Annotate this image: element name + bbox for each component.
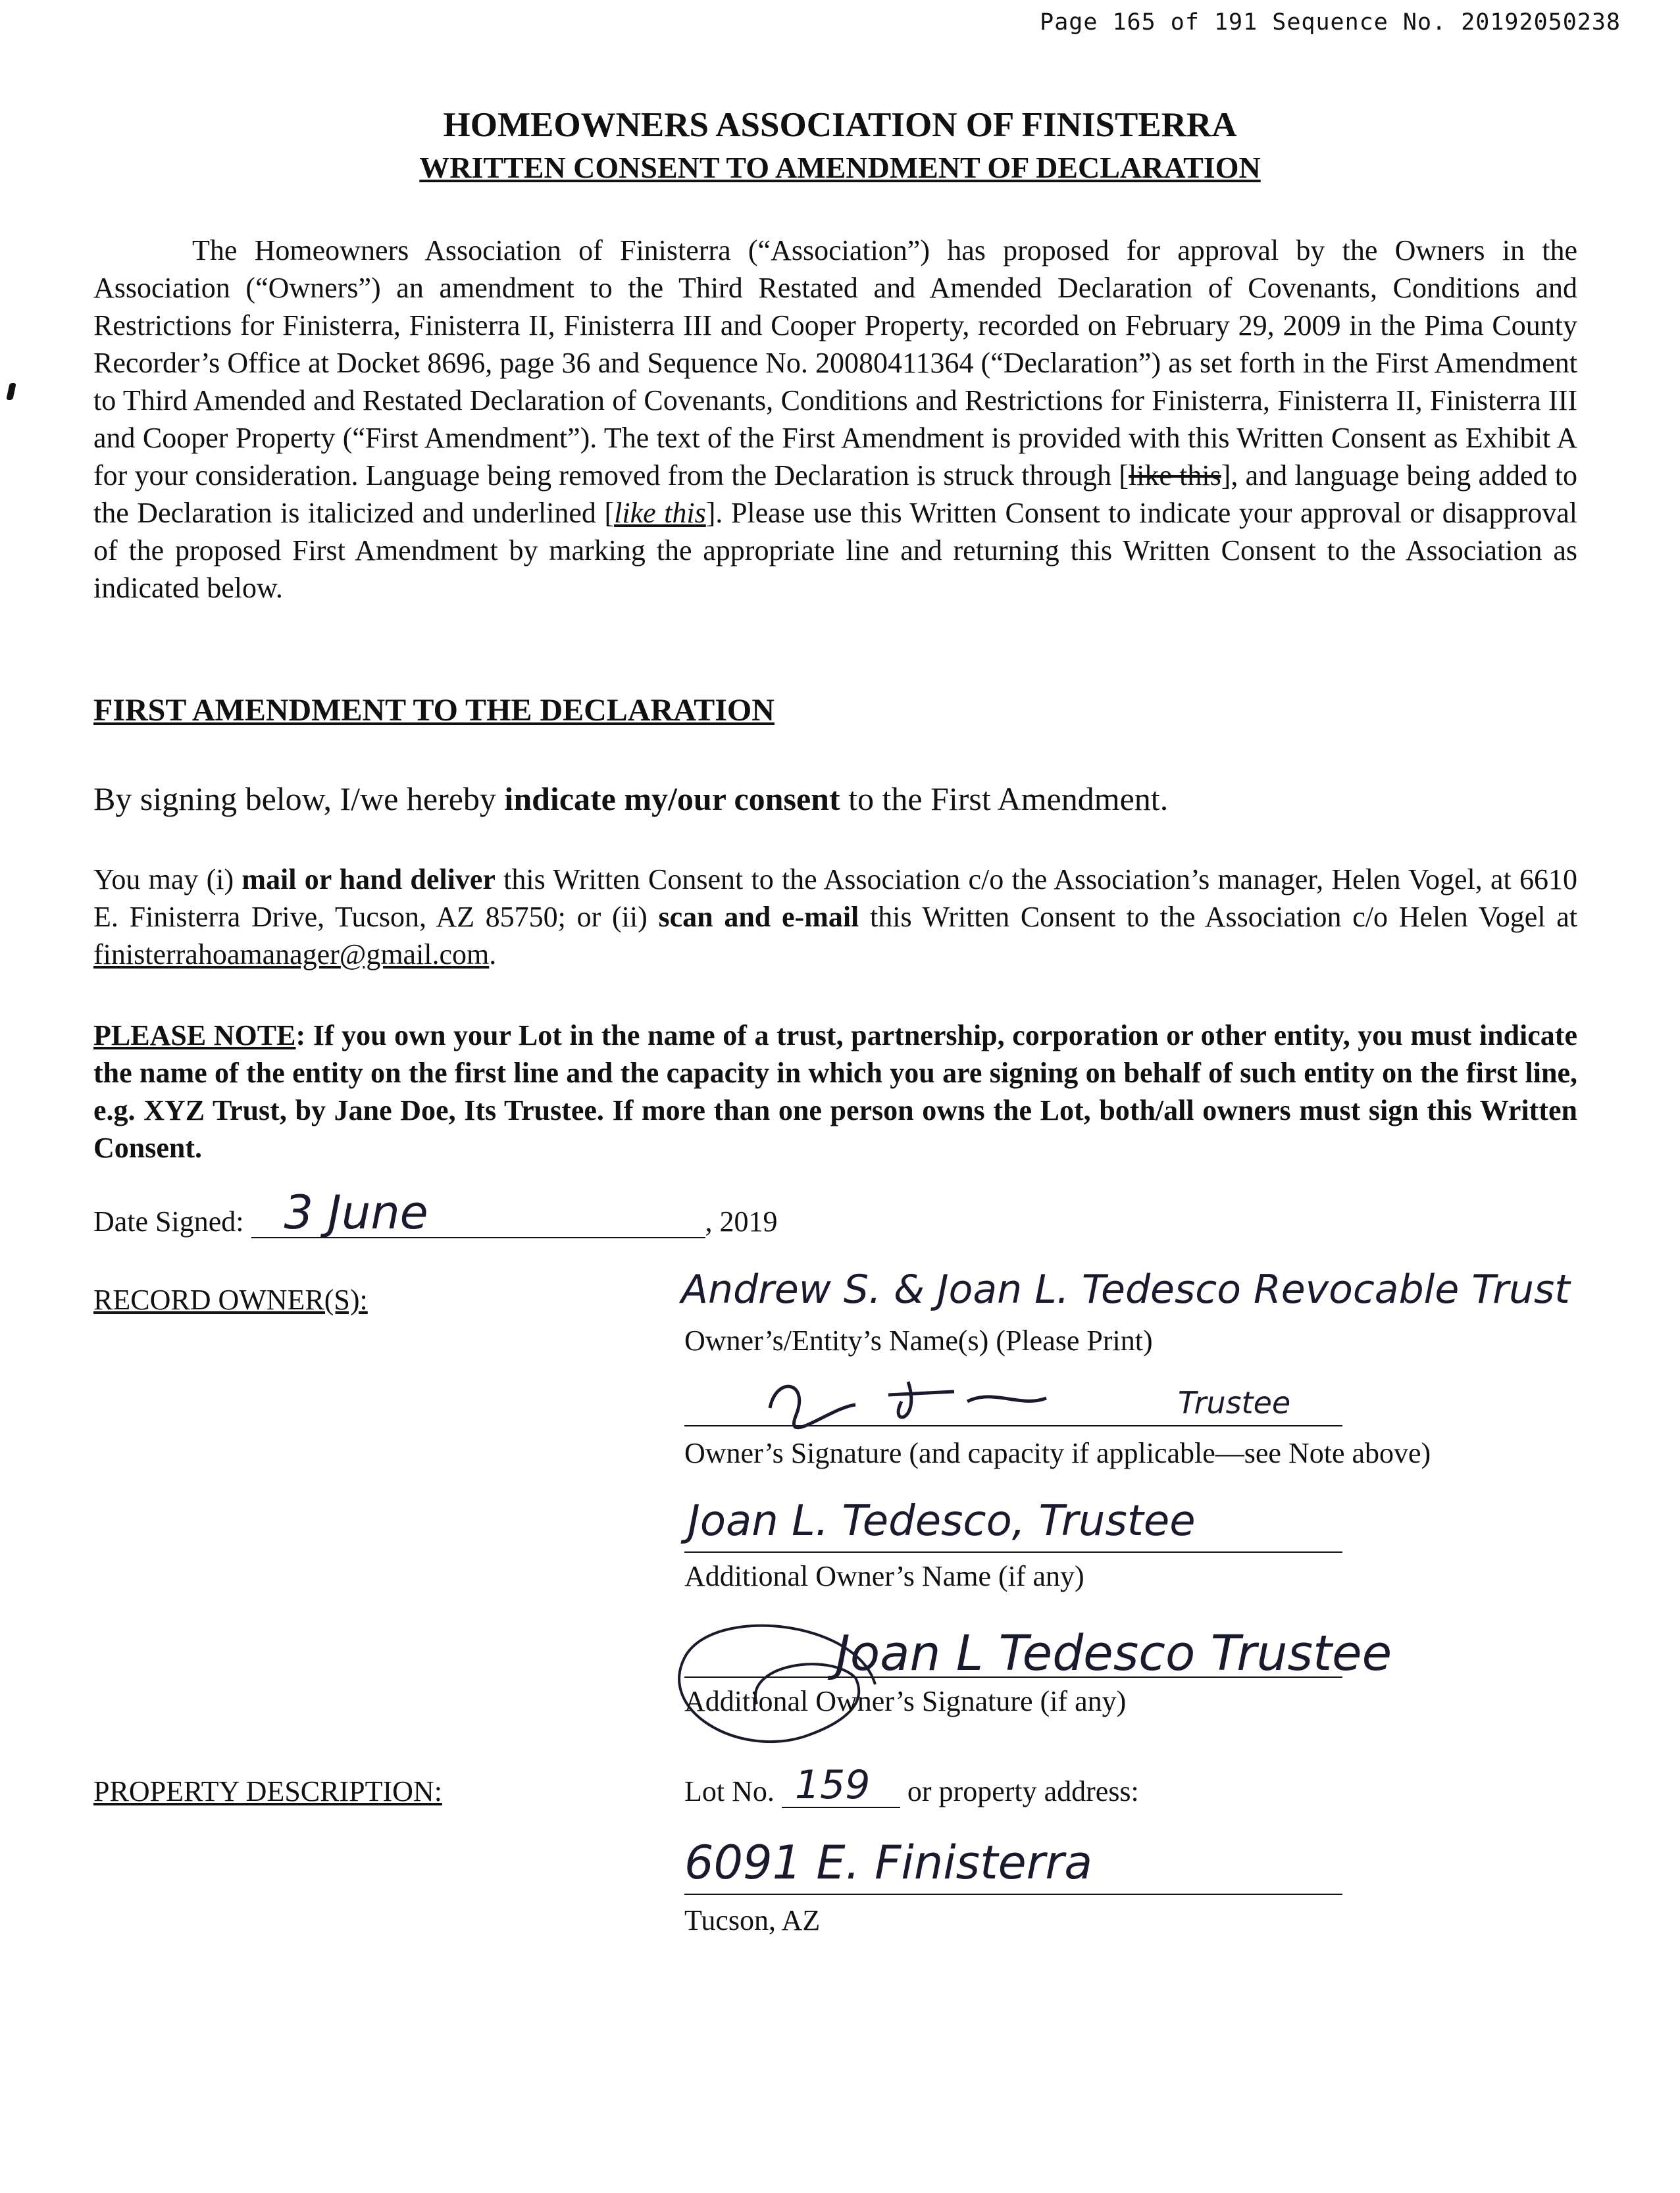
additional-owner-signature-caption: Additional Owner’s Signature (if any) (684, 1685, 1127, 1717)
owner-signature-caption: Owner’s Signature (and capacity if applicable—see Note above) (684, 1437, 1431, 1469)
consent-bold: indicate my/our consent (504, 780, 840, 817)
address-label: or property address: (907, 1775, 1139, 1807)
intro-text-1: The Homeowners Association of Finisterra (“Association”) has proposed for approval by the Owners in the Association (“Owners”) an amendment to the Third Restated and Amended Declaration of Covenants, Conditions and Restrictions for Finisterra, Finisterra II, Finisterra III and Cooper Property, recorded on February 29, 2009 in the Pima County Recorder’s Office at Docket 8696, page 36 and Sequence No. 20080411364 (“Declaration”) as set forth in the First Amendment to Third Amended and Restated Declaration of Covenants, Conditions and Restrictions for Finisterra, Finisterra II, Finisterra III and Cooper Property (“First Amendment”). The text of the First Amendment is provided with this Written Consent as Exhibit A for your consideration. Language being removed from the Declaration is struck through [ (93, 234, 1577, 492)
note-text: : If you own your Lot in the name of a trust, partnership, corporation or other entity, you must indicate the name of the entity on the first line and the capacity in which you are signing on behalf of such entity on the first line, e.g. XYZ Trust, by Jane Doe, Its Trustee. If more than one person owns the Lot, both/all owners must sign this Written Consent. (93, 1019, 1577, 1164)
additional-owner-name-handwritten: Joan L. Tedesco, Trustee (688, 1497, 1196, 1546)
owner-signature-scribble (757, 1369, 1125, 1434)
intro-text-3: ]. Please use this Written Consent to indicate your approval or disapproval of the proposed First Amendment by marking the appropriate line and returning this Written Consent to the Association as indicated below. (93, 497, 1577, 604)
additional-owner-signature-handwritten: Joan L Tedesco Trustee (836, 1625, 1392, 1682)
note-label: PLEASE NOTE (93, 1019, 296, 1051)
ink-mark (6, 383, 16, 400)
struck-example: like this (1128, 459, 1221, 492)
delivery-bold-2: scan and e-mail (658, 901, 859, 933)
date-handwritten: 3 June (284, 1186, 428, 1240)
email-link[interactable]: finisterrahoamanager@gmail.com (93, 938, 490, 970)
additional-owner-name-caption: Additional Owner’s Name (if any) (684, 1560, 1084, 1592)
intro-paragraph (93, 232, 1577, 607)
owner-name-handwritten: Andrew S. & Joan L. Tedesco Revocable Trust (681, 1267, 1570, 1313)
property-address-field[interactable] (684, 1894, 1342, 1895)
consent-statement (93, 780, 1168, 818)
delivery-paragraph (93, 861, 1577, 973)
consent-post: to the First Amendment. (840, 780, 1169, 817)
consent-pre: By signing below, I/we hereby (93, 780, 505, 817)
date-year: , 2019 (705, 1205, 778, 1238)
property-description-label: PROPERTY DESCRIPTION: (93, 1775, 442, 1807)
lot-row (684, 1762, 1139, 1808)
date-signed-label: Date Signed: (93, 1205, 244, 1238)
city-text: Tucson, AZ (684, 1904, 821, 1936)
delivery-text-3: this Written Consent to the Association c/o Helen Vogel at (859, 901, 1578, 933)
document-subtitle: WRITTEN CONSENT TO AMENDMENT OF DECLARATION (419, 151, 1261, 184)
delivery-bold-1: mail or hand deliver (242, 863, 496, 895)
section-heading: FIRST AMENDMENT TO THE DECLARATION (93, 693, 775, 728)
delivery-text-4: . (489, 938, 497, 970)
date-signed-row (93, 1186, 778, 1240)
owner-name-caption: Owner’s/Entity’s Name(s) (Please Print) (684, 1324, 1153, 1357)
additional-owner-name-field[interactable] (684, 1551, 1342, 1553)
please-note-paragraph (93, 1017, 1577, 1167)
lot-handwritten: 159 (794, 1762, 871, 1808)
document-title: HOMEOWNERS ASSOCIATION OF FINISTERRA (443, 106, 1237, 144)
intro-text-2: ], and language being added to the Declaration is italicized and underlined [ (93, 459, 1577, 529)
lot-label: Lot No. (684, 1775, 775, 1807)
delivery-text-2: this Written Consent to the Association c/o the Association’s manager, Helen Vogel, at 6610 E. Finisterra Drive, Tucson, AZ 85750; or (ii) (93, 863, 1577, 933)
owner-signature-handwritten: Trustee (1178, 1385, 1291, 1421)
record-owners-label: RECORD OWNER(S): (93, 1284, 368, 1316)
added-example: like this (614, 497, 706, 529)
lot-number-field[interactable] (782, 1762, 900, 1808)
date-signed-field[interactable] (251, 1186, 705, 1240)
address-handwritten: 6091 E. Finisterra (684, 1836, 1093, 1890)
page-header: Page 165 of 191 Sequence No. 20192050238 (1040, 9, 1621, 36)
delivery-text-1: You may (i) (93, 863, 242, 895)
